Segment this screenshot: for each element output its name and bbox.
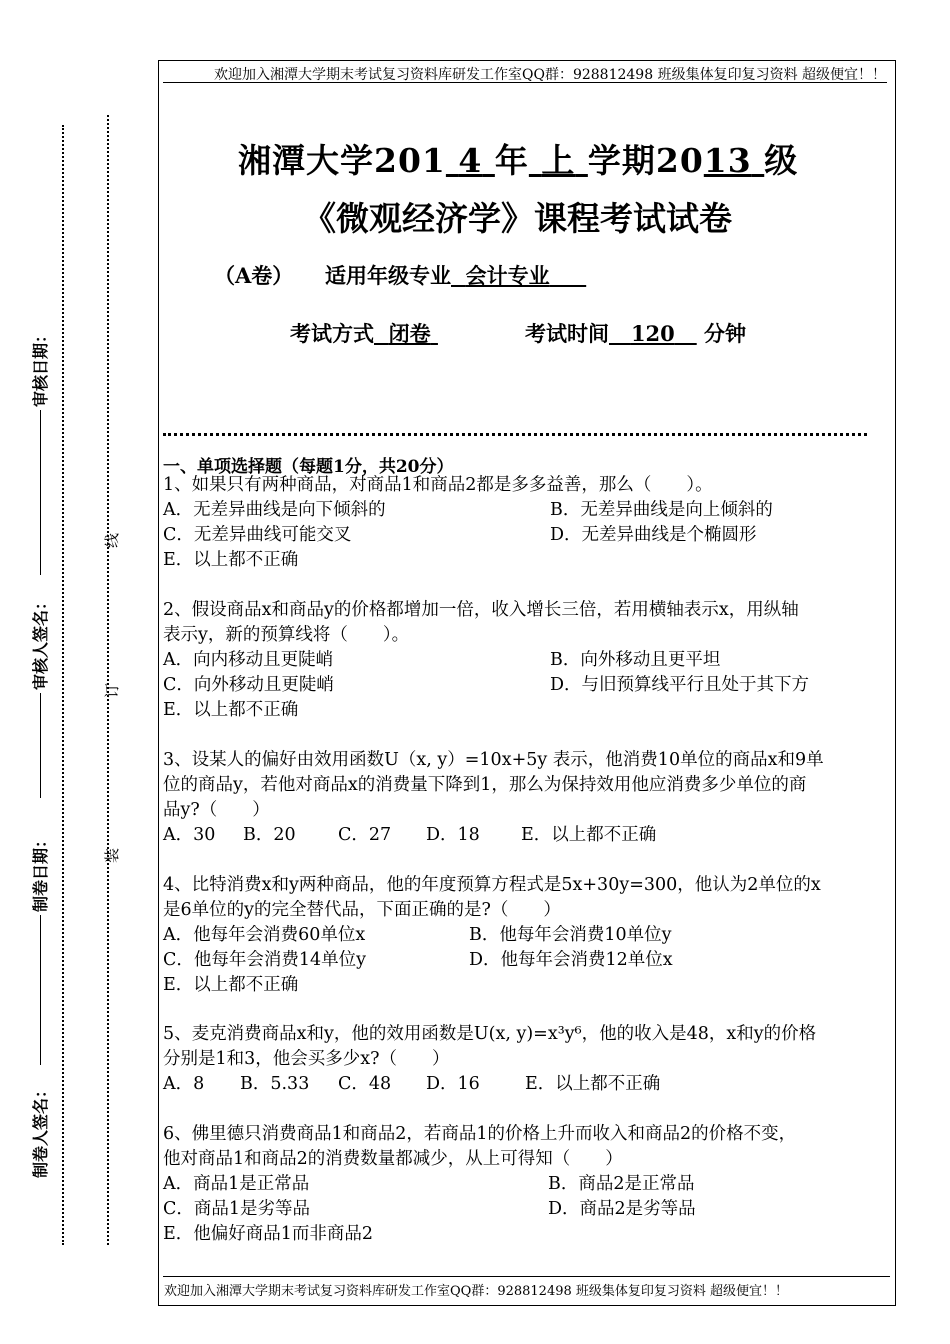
paper-label: （A卷）: [214, 263, 294, 288]
option-b: B．商品2是正常品: [548, 1174, 695, 1194]
option-e: E．以上都不正确: [521, 825, 657, 845]
question-stem: 位的商品y，若他对商品x的消费量下降到1，那么为保持效用他应消费多少单位的商: [163, 775, 807, 795]
question-stem: 5、麦克消费商品x和y，他的效用函数是U(x, y)=x³y⁶，他的收入是48，x和y的价格: [163, 1024, 817, 1044]
question-4: [163, 873, 891, 998]
major-field: [325, 260, 586, 290]
option-e: E．以上都不正确: [525, 1074, 661, 1094]
option-e: E．以上都不正确: [163, 550, 299, 570]
question-stem: 是6单位的y的完全替代品，下面正确的是?（ ）: [163, 900, 561, 920]
binding-dotted-line-inner: [107, 115, 109, 1245]
option-d: D．无差异曲线是个椭圆形: [550, 525, 757, 545]
footer-rule: [163, 1276, 890, 1277]
question-stem: 他对商品1和商品2的消费数量都减少，从上可得知（ ）: [163, 1149, 623, 1169]
title-part-c: 学期20: [587, 141, 704, 180]
review-date-label: 审核日期：: [31, 326, 50, 407]
make-date-line: [40, 915, 41, 1065]
question-stem: 4、比特消费x和y两种商品，他的年度预算方程式是5x+30y=300，他认为2单位的x: [163, 875, 821, 895]
section-divider: [163, 433, 867, 436]
major-value: 会计专业: [465, 263, 550, 288]
option-a: A．无差异曲线是向下倾斜的: [163, 500, 386, 520]
reviewer-label: 审核人签名：: [31, 593, 50, 690]
option-c: C．商品1是劣等品: [163, 1199, 311, 1219]
option-c: C．48: [338, 1074, 392, 1094]
title-year-digit: 4: [458, 141, 483, 180]
time-unit: 分钟: [704, 321, 747, 346]
header-rule: [163, 82, 887, 83]
question-stem: 品y?（ ）: [163, 800, 270, 820]
question-stem: 1、如果只有两种商品，对商品1和商品2都是多多益善，那么（ ）。: [163, 475, 713, 495]
binding-mark-xian: 线: [103, 532, 122, 549]
question-3: [163, 748, 891, 848]
option-d: D．18: [426, 825, 480, 845]
review-date-line: [40, 410, 41, 575]
option-c: C．向外移动且更陡峭: [163, 675, 334, 695]
question-5: [163, 1022, 891, 1097]
binding-mark-zhuang: 装: [103, 847, 122, 864]
mode-value: 闭卷: [388, 321, 431, 346]
title-part-b: 年: [494, 141, 529, 180]
option-d: D．与旧预算线平行且处于其下方: [550, 675, 810, 695]
maker-label: 制卷人签名：: [31, 1081, 50, 1178]
option-b: B．20: [243, 825, 296, 845]
option-c: C．27: [338, 825, 392, 845]
title-semester: 上: [541, 141, 576, 180]
question-stem: 表示y，新的预算线将（ ）。: [163, 625, 410, 645]
time-field: [525, 318, 746, 348]
question-1: [163, 473, 891, 573]
option-b: B．向外移动且更平坦: [550, 650, 721, 670]
option-a: A．向内移动且更陡峭: [163, 650, 334, 670]
exam-title-line1: [238, 135, 798, 182]
option-b: B．5.33: [240, 1074, 310, 1094]
major-label: 适用年级专业: [325, 263, 451, 288]
option-b: B．他每年会消费10单位y: [469, 925, 672, 945]
question-2: [163, 598, 891, 723]
option-e: E．以上都不正确: [163, 700, 299, 720]
question-6: [163, 1122, 891, 1247]
option-d: D．16: [426, 1074, 480, 1094]
option-d: D．他每年会消费12单位x: [469, 950, 673, 970]
footer-note: 欢迎加入湘潭大学期末考试复习资料库研发工作室QQ群：928812498 班级集体复印复习资料 超级便宜！！: [164, 1284, 789, 1299]
time-label: 考试时间: [525, 321, 609, 346]
option-e: E．他偏好商品1而非商品2: [163, 1224, 374, 1244]
question-stem: 2、假设商品x和商品y的价格都增加一倍，收入增长三倍，若用横轴表示x，用纵轴: [163, 600, 799, 620]
header-note: 欢迎加入湘潭大学期末考试复习资料库研发工作室QQ群：928812498 班级集体复印复习资料 超级便宜！！: [214, 67, 887, 83]
binding-mark-ding: 订: [103, 682, 122, 699]
option-a: A．商品1是正常品: [163, 1174, 310, 1194]
option-a: A．他每年会消费60单位x: [163, 925, 366, 945]
option-b: B．无差异曲线是向上倾斜的: [550, 500, 773, 520]
title-part-a: 湘潭大学201: [238, 141, 446, 180]
mode-field: [290, 318, 438, 348]
mode-label: 考试方式: [290, 321, 374, 346]
option-a: A．8: [163, 1074, 205, 1094]
exam-title-line2: 《微观经济学》课程考试试卷: [303, 199, 732, 238]
option-c: C．他每年会消费14单位y: [163, 950, 367, 970]
time-value: 120: [630, 321, 675, 346]
section-heading: 一、单项选择题（每题1分，共20分）: [163, 457, 454, 477]
question-stem: 3、设某人的偏好由效用函数U（x, y）=10x+5y 表示，他消费10单位的商品x和9单: [163, 750, 824, 770]
title-part-d: 级: [764, 141, 799, 180]
binding-dotted-line-outer: [62, 125, 64, 1245]
question-stem: 分别是1和3，他会买多少x?（ ）: [163, 1049, 450, 1069]
option-a: A．30: [163, 825, 216, 845]
option-e: E．以上都不正确: [163, 975, 299, 995]
make-date-label: 制卷日期：: [31, 831, 50, 912]
title-grade: 13: [703, 141, 752, 180]
option-d: D．商品2是劣等品: [548, 1199, 696, 1219]
question-stem: 6、佛里德只消费商品1和商品2，若商品1的价格上升而收入和商品2的价格不变，: [163, 1124, 797, 1144]
option-c: C．无差异曲线可能交叉: [163, 525, 352, 545]
reviewer-line: [40, 693, 41, 798]
